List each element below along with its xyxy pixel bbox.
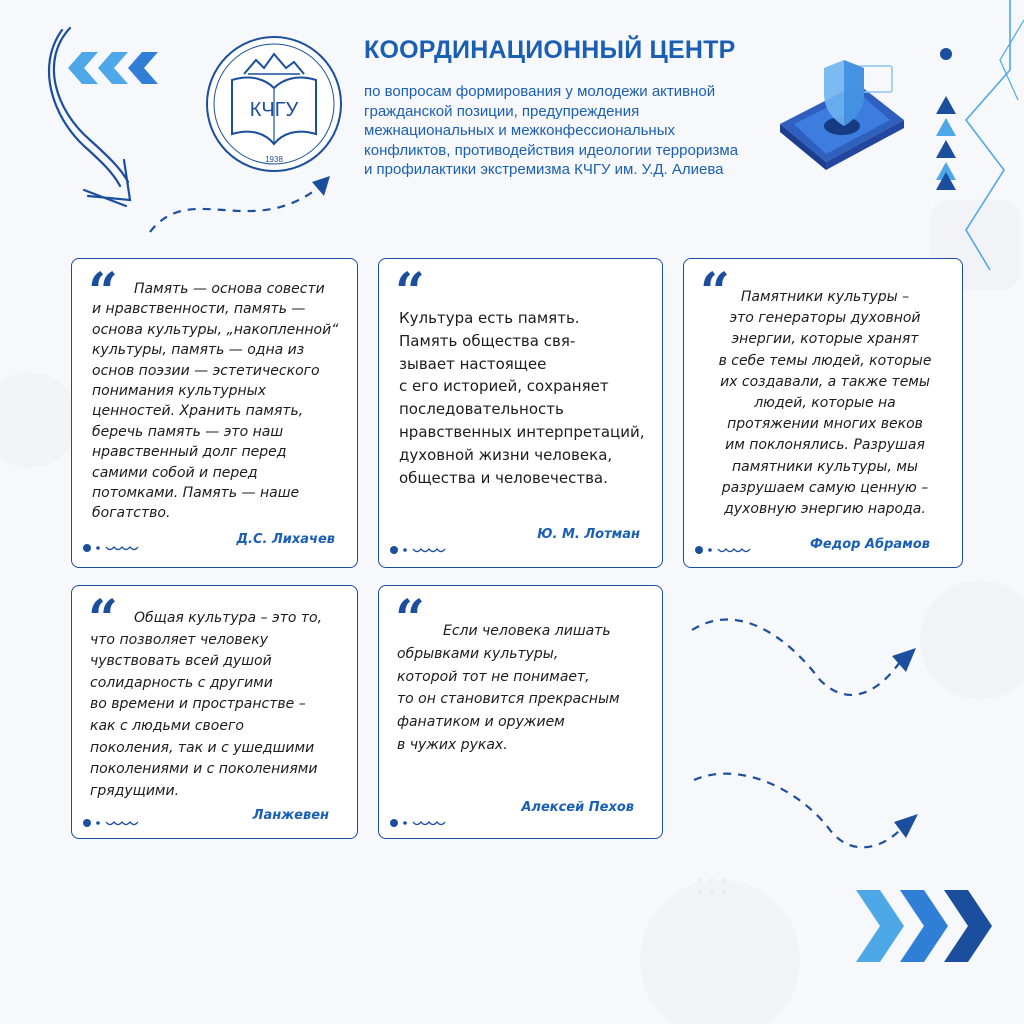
dashed-arrow-middle: [692, 620, 916, 695]
wave-deco-icon: [82, 541, 152, 555]
quote-text: Памятники культуры – это генераторы духовной энергии, которые хранят в себе темы людей, которые их создавали, а также темы людей, которые на протяжении многих веков им поклонялись. Разрушая памятники культуры, мы разрушаем самую ценную – духовную энергию народа.: [718, 289, 932, 518]
quote-text: Память — основа совести и нравственности, память — основа культуры, „накопленной“ культуры, память — одна из основ поэзии — эстетического понимания культурных ценностей. Хранить память, беречь память — это наш нравственный долг перед самими собой и перед потомками. Память — наше богатство.: [92, 281, 339, 522]
quote-mark-icon: “: [700, 262, 730, 323]
quote-mark-icon: “: [88, 262, 118, 323]
university-logo: [204, 34, 344, 174]
dashed-arrow-bottom: [694, 774, 918, 848]
chevron-icon-group-bottom: [856, 890, 992, 962]
quote-text: Общая культура – это то, что позволяет человеку чувствовать всей душой солидарность с другими во времени и пространстве – как с людьми своего поколения, так и с ушедшими поколениями и с поколениями грядущими.: [90, 610, 323, 799]
chevron-icon-group-top: [68, 52, 158, 84]
wave-deco-icon: [389, 816, 459, 830]
quote-author: Ланжевен: [252, 808, 329, 823]
wave-deco-icon: [694, 543, 764, 557]
quote-text: Если человека лишать обрывками культуры, которой тот не понимает, то он становится прекрасным фанатиком и оружием в чужих руках.: [397, 623, 620, 753]
quote-text: Культура есть память. Память общества свя- зывает настоящее с его историей, сохраняет последовательность нравственных интерпретаций, духовной жизни человека, общества и человечества.: [399, 309, 645, 487]
dashed-arrow-top: [150, 176, 330, 232]
quote-author: Д.С. Лихачев: [236, 532, 335, 547]
wave-deco-icon: [82, 816, 152, 830]
quote-author: Ю. М. Лотман: [537, 527, 640, 542]
quote-mark-icon: “: [88, 589, 118, 650]
logo-text: КЧГУ: [249, 99, 299, 121]
wave-deco-icon: [389, 543, 459, 557]
quote-card-2: [378, 258, 663, 568]
quote-card-1: [71, 258, 358, 568]
quote-author: Алексей Пехов: [521, 800, 634, 815]
triangle-icon-group: [936, 96, 956, 190]
quote-card-5: [378, 585, 663, 839]
quote-card-3: [683, 258, 963, 568]
page-title: КООРДИНАЦИОННЫЙ ЦЕНТР: [364, 36, 736, 64]
shield-phone-icon: [770, 54, 910, 174]
quote-card-4: [71, 585, 358, 839]
quote-author: Федор Абрамов: [810, 537, 930, 552]
quote-mark-icon: “: [395, 589, 425, 650]
page-subtitle: по вопросам формирования у молодежи активной гражданской позиции, предупреждения межнациональных и межконфессиональных конфликтов, противодействия идеологии терроризма и профилактики экстремизма КЧГУ им. У.Д. Алиева: [364, 83, 739, 178]
logo-year: 1938: [265, 155, 283, 164]
quote-mark-icon: “: [395, 262, 425, 323]
